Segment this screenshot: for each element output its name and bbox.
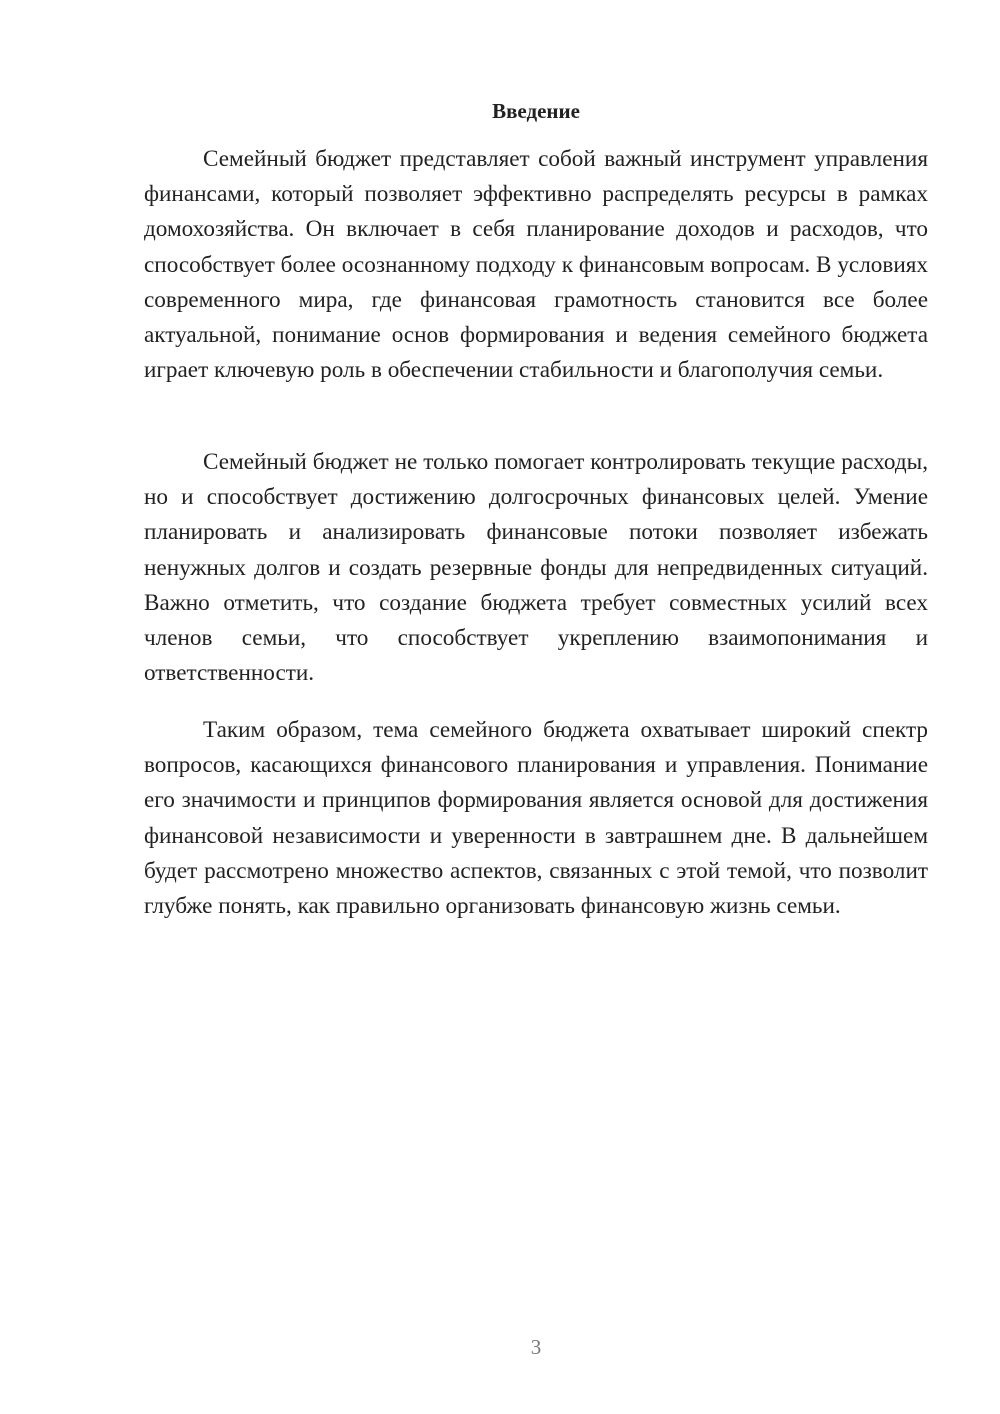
page-number: 3 [530,1335,542,1359]
body-paragraph-2: Семейный бюджет не только помогает контролировать текущие расходы, но и способствует достижению долгосрочных финансовых целей. Умение планировать и анализировать финансовые потоки позволяет избежать ненужных долгов и создать резервные фонды для непредвиденных ситуаций. Важно отметить, что создание бюджета требует совместных усилий всех членов семьи, что способствует укреплению взаимопонимания и ответственности. [144,449,928,687]
body-paragraph-3: Таким образом, тема семейного бюджета охватывает широкий спектр вопросов, касающихся финансового планирования и управления. Понимание его значимости и принципов формирования является основой для достижения финансовой независимости и уверенности в завтрашнем дне. В дальнейшем будет рассмотрено множество аспектов, связанных с этой темой, что позволит глубже понять, как правильно организовать финансовую жизнь семьи. [144,717,928,920]
section-heading: Введение [492,99,580,123]
body-paragraph-1: Семейный бюджет представляет собой важный инструмент управления финансами, который позволяет эффективно распределять ресурсы в рамках домохозяйства. Он включает в себя планирование доходов и расходов, что способствует более осознанному подходу к финансовым вопросам. В условиях современного мира, где финансовая грамотность становится все более актуальной, понимание основ формирования и ведения семейного бюджета играет ключевую роль в обеспечении стабильности и благополучия семьи. [144,146,928,384]
